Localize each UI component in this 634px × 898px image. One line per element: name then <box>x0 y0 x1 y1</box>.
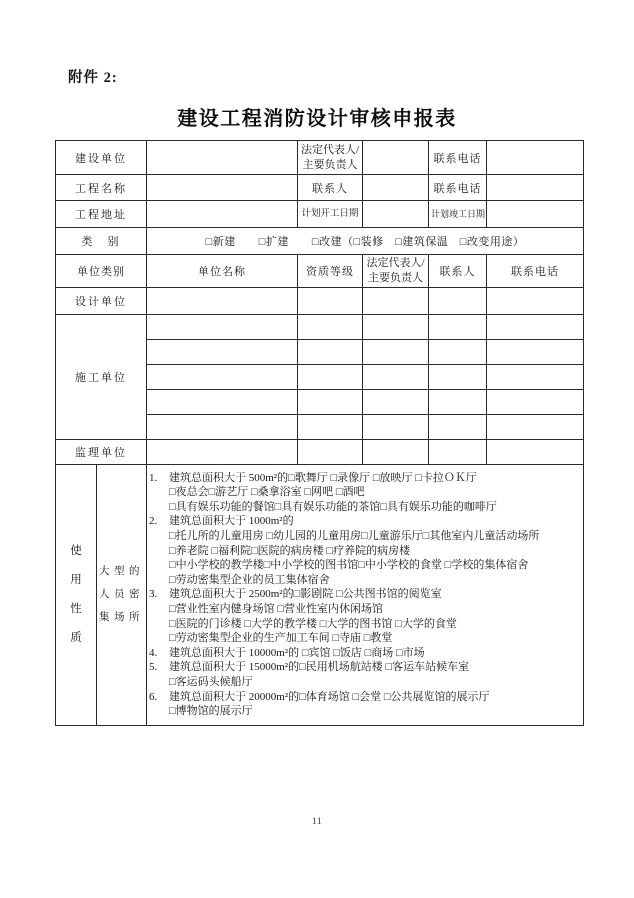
application-form-table <box>55 140 584 726</box>
usage-item-line: □博物馆的展示厅 <box>169 705 253 718</box>
contact-phone2-value-cell <box>487 175 584 201</box>
usage-item <box>149 690 581 719</box>
usage-item-number: 4. <box>149 646 158 659</box>
construction-unit-contact-cell <box>429 314 487 339</box>
construction-unit-representative-cell <box>363 314 429 339</box>
construction-unit-qualification-cell <box>298 389 363 414</box>
usage-checklist-cell <box>147 464 584 725</box>
table-row <box>56 141 584 175</box>
design-unit-contact-cell <box>429 287 487 314</box>
builder-unit-value-cell <box>147 141 298 175</box>
category-label: 类 别 <box>56 228 147 255</box>
table-row <box>56 175 584 201</box>
unit-name-header: 单位名称 <box>147 255 298 288</box>
legal-representative-header: 法定代表人/主要负责人 <box>363 255 429 288</box>
construction-unit-qualification-cell <box>298 414 363 439</box>
construction-unit-contact-cell <box>429 414 487 439</box>
usage-item <box>149 514 581 587</box>
page-title: 建设工程消防设计审核申报表 <box>177 108 457 130</box>
usage-item-line: 建筑总面积大于 1000m²的 <box>169 515 294 528</box>
project-name-value-cell <box>147 175 298 201</box>
usage-item-line: □养老院 □福利院□医院的病房楼 □疗养院的病房楼 <box>169 544 411 557</box>
legal-representative-value-cell <box>363 141 429 175</box>
planned-start-date-label: 计划开工日期 <box>298 201 363 228</box>
project-address-label: 工程地址 <box>56 201 147 228</box>
usage-item-line: □具有娱乐功能的餐馆□具有娱乐功能的茶馆□具有娱乐功能的咖啡厅 <box>169 500 497 513</box>
contact-phone-label: 联系电话 <box>429 141 487 175</box>
usage-nature-label: 使用性质 <box>70 544 82 644</box>
usage-item-number: 1. <box>149 471 158 484</box>
construction-unit-phone-cell <box>487 339 584 364</box>
design-unit-representative-cell <box>363 287 429 314</box>
supervision-unit-representative-cell <box>363 439 429 464</box>
construction-unit-name-cell <box>147 314 298 339</box>
contact-person-header: 联系人 <box>429 255 487 288</box>
usage-item-line: 建筑总面积大于 10000m²的 □宾馆 □饭店 □商场 □市场 <box>169 646 425 659</box>
usage-item-line: □医院的门诊楼 □大学的教学楼 □大学的图书馆 □大学的食堂 <box>169 617 457 630</box>
usage-item-line: □托儿所的儿童用房 □幼儿园的儿童用房□儿童游乐厅□其他室内儿童活动场所 <box>169 530 540 543</box>
contact-person-value-cell <box>363 175 429 201</box>
project-name-label: 工程名称 <box>56 175 147 201</box>
qualification-level-header: 资质等级 <box>298 255 363 288</box>
construction-unit-phone-cell <box>487 414 584 439</box>
usage-item-line: □劳动密集型企业的员工集体宿舍 <box>169 573 330 586</box>
construction-unit-representative-cell <box>363 364 429 389</box>
construction-unit-phone-cell <box>487 364 584 389</box>
unit-type-header: 单位类别 <box>56 255 147 288</box>
construction-unit-qualification-cell <box>298 314 363 339</box>
usage-item <box>149 587 581 645</box>
design-unit-qualification-cell <box>298 287 363 314</box>
usage-item-number: 2. <box>149 515 158 528</box>
construction-unit-contact-cell <box>429 389 487 414</box>
supervision-unit-row <box>56 439 584 464</box>
construction-unit-qualification-cell <box>298 339 363 364</box>
construction-unit-representative-cell <box>363 414 429 439</box>
contact-person-label: 联系人 <box>298 175 363 201</box>
supervision-unit-contact-cell <box>429 439 487 464</box>
design-unit-row <box>56 287 584 314</box>
usage-item-line: □客运码头候船厅 <box>169 675 253 688</box>
table-row <box>56 228 584 255</box>
usage-item-line: 建筑总面积大于 2500m²的□影剧院 □公共图书馆的阅览室 <box>169 588 442 601</box>
construction-unit-name-cell <box>147 339 298 364</box>
construction-unit-phone-cell <box>487 389 584 414</box>
contact-phone-header: 联系电话 <box>487 255 584 288</box>
page-number: 11 <box>311 817 323 827</box>
design-unit-label: 设计单位 <box>56 287 147 314</box>
design-unit-name-cell <box>147 287 298 314</box>
construction-unit-row <box>56 314 584 339</box>
construction-unit-name-cell <box>147 414 298 439</box>
usage-nature-row <box>56 464 584 725</box>
supervision-unit-qualification-cell <box>298 439 363 464</box>
units-header-row <box>56 255 584 288</box>
construction-unit-contact-cell <box>429 339 487 364</box>
usage-item-line: □夜总会□游艺厅 □桑拿浴室 □网吧 □酒吧 <box>169 486 365 499</box>
usage-item-line: □劳动密集型企业的生产加工车间 □寺庙 □教堂 <box>169 632 393 645</box>
legal-representative-label: 法定代表人/主要负责人 <box>298 141 363 175</box>
design-unit-phone-cell <box>487 287 584 314</box>
usage-item-line: 建筑总面积大于 20000m²的□体育场馆 □会堂 □公共展览馆的展示厅 <box>169 690 490 703</box>
planned-start-date-value-cell <box>363 201 429 228</box>
usage-item <box>149 660 581 689</box>
construction-unit-representative-cell <box>363 389 429 414</box>
usage-item-line: 建筑总面积大于 500m²的□歌舞厅 □录像厅 □放映厅 □卡拉ＯＫ厅 <box>169 471 477 484</box>
usage-item-number: 6. <box>149 690 158 703</box>
usage-item <box>149 471 581 515</box>
construction-unit-name-cell <box>147 364 298 389</box>
contact-phone-value-cell <box>487 141 584 175</box>
planned-completion-date-label: 计划竣工日期 <box>429 201 487 228</box>
contact-phone2-label: 联系电话 <box>429 175 487 201</box>
planned-completion-date-value-cell <box>487 201 584 228</box>
project-address-value-cell <box>147 201 298 228</box>
supervision-unit-phone-cell <box>487 439 584 464</box>
construction-unit-label: 施工单位 <box>56 314 147 439</box>
usage-item-number: 3. <box>149 588 158 601</box>
supervision-unit-name-cell <box>147 439 298 464</box>
usage-item <box>149 646 581 661</box>
crowded-places-label-cell <box>97 464 147 725</box>
attachment-label: 附件 2: <box>68 70 118 86</box>
supervision-unit-label: 监理单位 <box>56 439 147 464</box>
builder-unit-label: 建设单位 <box>56 141 147 175</box>
category-options: □新建 □扩建 □改建（□装修 □建筑保温 □改变用途） <box>147 228 584 255</box>
usage-item-number: 5. <box>149 661 158 674</box>
construction-unit-contact-cell <box>429 364 487 389</box>
construction-unit-qualification-cell <box>298 364 363 389</box>
crowded-places-label: 大型的人员密集场所 <box>99 566 144 624</box>
construction-unit-phone-cell <box>487 314 584 339</box>
usage-item-line: □营业性室内健身场馆 □营业性室内休闲场馆 <box>169 602 384 615</box>
construction-unit-name-cell <box>147 389 298 414</box>
usage-item-line: □中小学校的教学楼□中小学校的图书馆□中小学校的食堂 □学校的集体宿舍 <box>169 559 529 572</box>
usage-item-line: 建筑总面积大于 15000m²的□民用机场航站楼 □客运车站候车室 <box>169 661 470 674</box>
usage-nature-label-cell <box>56 464 97 725</box>
table-row <box>56 201 584 228</box>
construction-unit-representative-cell <box>363 339 429 364</box>
